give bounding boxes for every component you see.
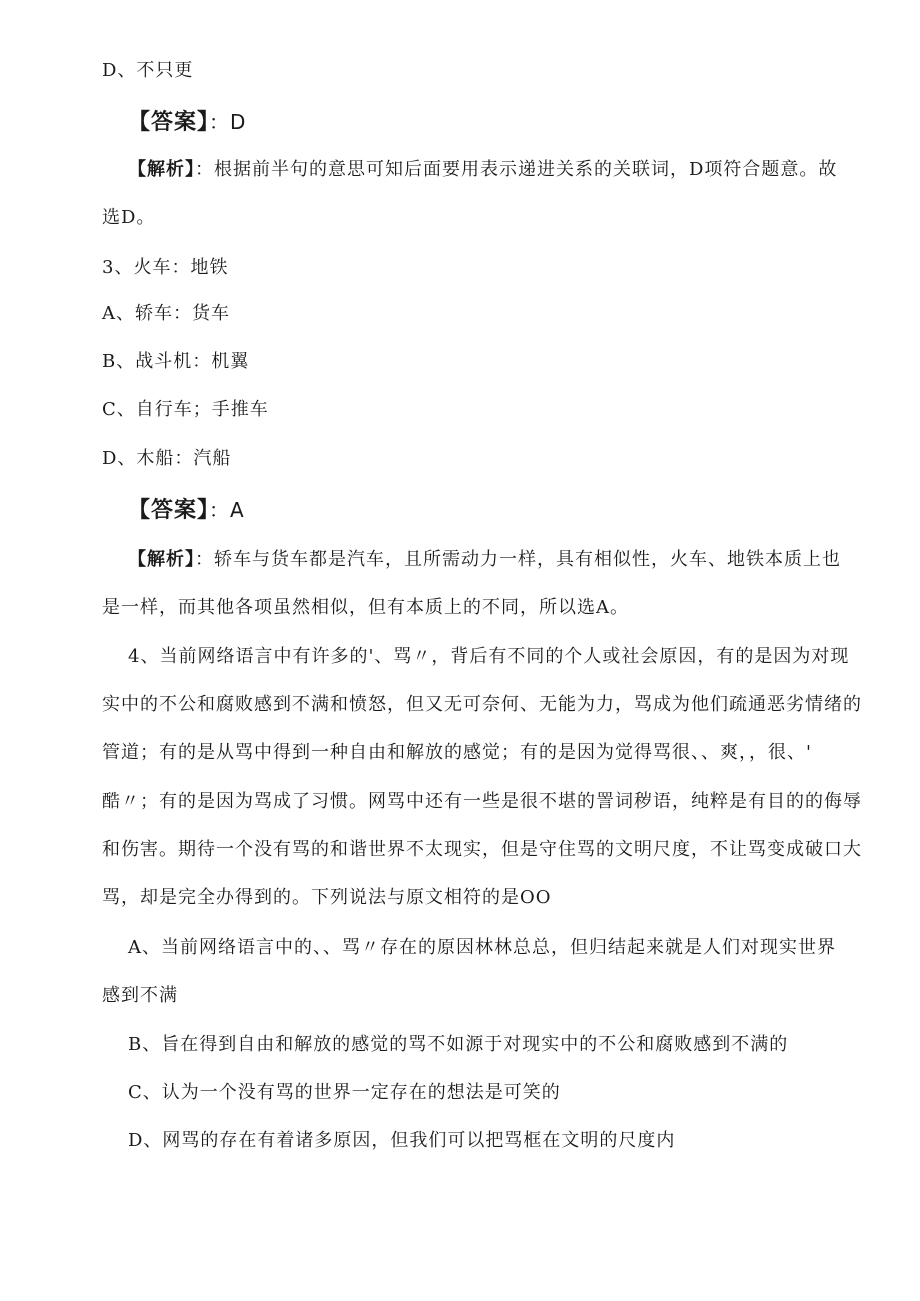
q3-answer-label: 【答案】 <box>128 498 210 523</box>
q4-option-a-line2: 感到不满 <box>102 985 178 1006</box>
q2-answer-label: 【答案】 <box>128 110 210 135</box>
q3-stem: 3、火车：地铁 <box>102 257 229 278</box>
q4-option-c: C、认为一个没有骂的世界一定存在的想法是可笑的 <box>128 1082 561 1103</box>
q2-analysis-line1 <box>128 158 837 182</box>
q3-option-a: A、轿车：货车 <box>102 303 230 324</box>
q3-analysis-line2: 是一样，而其他各项虽然相似，但有本质上的不同，所以选A。 <box>102 597 629 618</box>
q3-analysis-text1: ：轿车与货车都是汽车，且所需动力一样，具有相似性，火车、地铁本质上也 <box>195 549 841 570</box>
q2-option-d: D、不只更 <box>102 60 194 81</box>
q3-analysis-line1 <box>128 548 841 572</box>
q3-option-d: D、木船：汽船 <box>102 448 232 469</box>
q4-stem-line: 4、当前网络语言中有许多的'、骂〃，背后有不同的个人或社会原因，有的是因为对现 <box>128 646 850 667</box>
q4-option-b: B、旨在得到自由和解放的感觉的骂不如源于对现实中的不公和腐败感到不满的 <box>128 1034 789 1055</box>
q4-option-a-line1: A、当前网络语言中的、、骂〃存在的原因林林总总，但归结起来就是人们对现实世界 <box>128 937 836 958</box>
q4-stem-line: 和伤害。期待一个没有骂的和谐世界不太现实，但是守住骂的文明尺度，不让骂变成破口大 <box>102 839 862 860</box>
q4-option-d: D、网骂的存在有着诸多原因，但我们可以把骂框在文明的尺度内 <box>128 1130 676 1151</box>
q3-option-c: C、自行车；手推车 <box>102 399 269 420</box>
q4-stem-line: 酷〃；有的是因为骂成了习惯。网骂中还有一些是很不堪的詈词秽语，纯粹是有目的的侮辱 <box>102 791 862 812</box>
q3-answer-value: ：A <box>209 498 245 522</box>
q2-analysis-text1: ：根据前半句的意思可知后面要用表示递进关系的关联词，D项符合题意。故 <box>195 159 838 180</box>
q4-stem-line: 管道；有的是从骂中得到一种自由和解放的感觉；有的是因为觉得骂很、、爽，，很、' <box>102 742 812 763</box>
q4-stem-line: 实中的不公和腐败感到不满和愤怒，但又无可奈何、无能为力，骂成为他们疏通恶劣情绪的 <box>102 694 862 715</box>
q2-analysis-label: 【解析】 <box>128 159 195 180</box>
q3-answer <box>128 498 245 524</box>
q2-answer-value: ：D <box>209 110 247 134</box>
q4-stem-line: 骂，却是完全办得到的。下列说法与原文相符的是OO <box>102 887 552 908</box>
q3-option-b: B、战斗机：机翼 <box>102 351 250 372</box>
q2-analysis-line2: 选D。 <box>102 207 156 228</box>
q3-analysis-label: 【解析】 <box>128 549 195 570</box>
q2-answer <box>128 110 246 136</box>
